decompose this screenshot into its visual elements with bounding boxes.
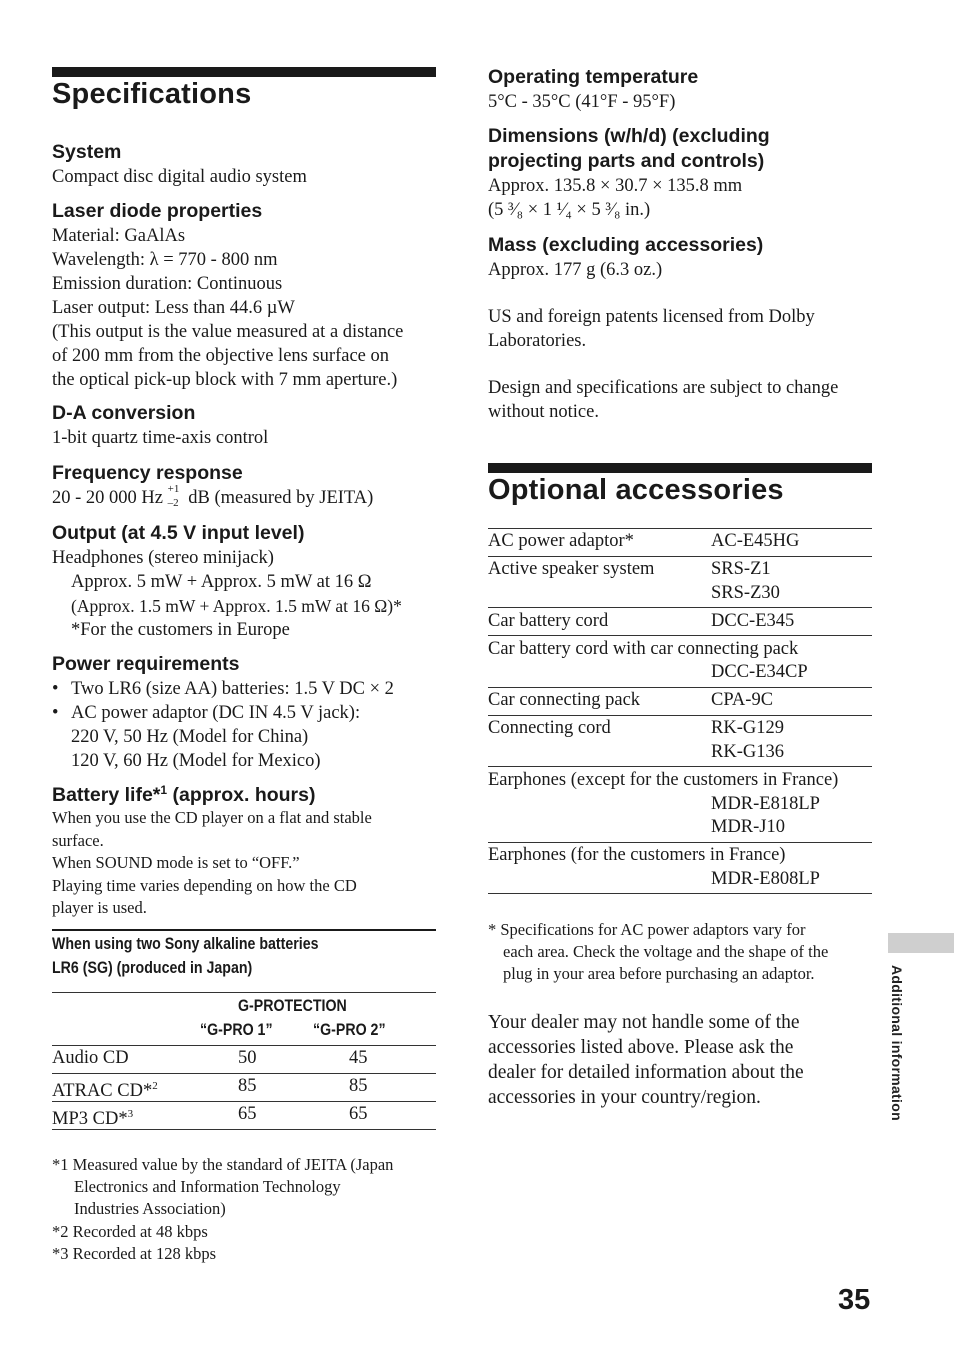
table-cell: 65 — [238, 1104, 257, 1124]
laser-line: Wavelength: λ = 770 - 800 nm — [52, 250, 278, 270]
page-number: 35 — [838, 1284, 871, 1316]
footnote: Industries Association) — [74, 1199, 226, 1218]
dealer-note: accessories listed above. Please ask the — [488, 1037, 794, 1058]
laser-line: of 200 mm from the objective lens surface on — [52, 346, 390, 366]
output-line: Headphones (stereo minijack) — [52, 548, 274, 568]
title-rule — [52, 67, 436, 77]
battery-heading-text: Battery life* — [52, 784, 161, 806]
battery-subhead: When using two Sony alkaline batteries — [52, 935, 319, 953]
acc-model: DCC-E34CP — [711, 662, 808, 682]
mass-heading: Mass (excluding accessories) — [488, 234, 764, 256]
power-item: Two LR6 (size AA) batteries: 1.5 V DC × 2 — [71, 679, 394, 699]
table-row-label — [52, 1074, 158, 1103]
table-bottom-rule — [52, 1129, 436, 1130]
acc-label: Earphones (for the customers in France) — [488, 845, 786, 865]
change-notice: Design and specifications are subject to change — [488, 378, 839, 398]
acc-rule — [488, 893, 872, 894]
laser-line: (This output is the value measured at a distance — [52, 322, 404, 342]
power-heading: Power requirements — [52, 653, 240, 675]
da-text: 1-bit quartz time-axis control — [52, 428, 269, 448]
acc-model: SRS-Z30 — [711, 583, 780, 603]
footnote: *2 Recorded at 48 kbps — [52, 1222, 208, 1241]
acc-model: MDR-E818LP — [711, 794, 820, 814]
table-top-rule — [52, 992, 436, 993]
tolerance-plus: +1 — [167, 482, 180, 495]
freq-tolerance — [167, 482, 184, 509]
power-item: AC power adaptor (DC IN 4.5 V jack): — [71, 703, 361, 723]
acc-model: RK-G129 — [711, 718, 784, 738]
acc-label: Active speaker system — [488, 559, 655, 579]
title-rule — [488, 463, 872, 473]
acc-model: DCC-E345 — [711, 611, 795, 631]
laser-heading: Laser diode properties — [52, 200, 263, 222]
acc-rule — [488, 766, 872, 767]
battery-line: player is used. — [52, 898, 147, 917]
acc-label: Car battery cord — [488, 611, 609, 631]
battery-line: Playing time varies depending on how the CD — [52, 876, 357, 895]
row-label-sup: 3 — [127, 1108, 134, 1120]
dealer-note: dealer for detailed information about the — [488, 1062, 804, 1083]
table-cell: 45 — [349, 1048, 368, 1068]
patent-text: Laboratories. — [488, 331, 587, 351]
battery-heading-sup: 1 — [160, 783, 168, 797]
freq-range: 20 - 20 000 Hz — [52, 488, 163, 508]
mass-text: Approx. 177 g (6.3 oz.) — [488, 260, 663, 280]
battery-subhead: LR6 (SG) (produced in Japan) — [52, 959, 253, 977]
table-group-header: G-PROTECTION — [238, 997, 347, 1015]
acc-footnote: each area. Check the voltage and the shape of the — [503, 942, 829, 961]
laser-line: Material: GaAlAs — [52, 226, 186, 246]
output-line: *For the customers in Europe — [71, 620, 290, 640]
accessories-title: Optional accessories — [488, 474, 784, 506]
temp-text: 5°C - 35°C (41°F - 95°F) — [488, 92, 676, 112]
acc-model: SRS-Z1 — [711, 559, 771, 579]
change-notice: without notice. — [488, 402, 599, 422]
table-cell: 65 — [349, 1104, 368, 1124]
acc-label: Connecting cord — [488, 718, 611, 738]
tolerance-minus: –2 — [167, 496, 179, 509]
system-heading: System — [52, 141, 122, 163]
acc-label: Earphones (except for the customers in France) — [488, 770, 839, 790]
freq-text — [52, 482, 374, 510]
acc-model: MDR-J10 — [711, 817, 786, 837]
acc-footnote: * Specifications for AC power adaptors vary for — [488, 920, 806, 939]
bullet: • — [52, 703, 59, 723]
acc-model: CPA-9C — [711, 690, 774, 710]
bullet: • — [52, 679, 59, 699]
patent-text: US and foreign patents licensed from Dolby — [488, 307, 815, 327]
section-label: Additional information — [889, 965, 905, 1121]
battery-heading — [52, 783, 315, 807]
system-text: Compact disc digital audio system — [52, 167, 307, 187]
dims-heading: Dimensions (w/h/d) (excluding — [488, 125, 770, 147]
footnote: *1 Measured value by the standard of JEITA (Japan — [52, 1155, 394, 1174]
specifications-title: Specifications — [52, 78, 252, 110]
table-cell: 85 — [349, 1076, 368, 1096]
row-label-text: ATRAC CD* — [52, 1081, 153, 1101]
battery-line: When you use the CD player on a flat and stable — [52, 808, 372, 827]
footnote: Electronics and Information Technology — [74, 1177, 341, 1196]
section-tab — [888, 933, 954, 953]
dealer-note: accessories in your country/region. — [488, 1087, 761, 1108]
laser-line: the optical pick-up block with 7 mm aperture.) — [52, 370, 398, 390]
freq-heading: Frequency response — [52, 462, 243, 484]
table-col-header: “G-PRO 2” — [313, 1021, 386, 1039]
power-sub: 120 V, 60 Hz (Model for Mexico) — [71, 751, 321, 771]
acc-model: AC-E45HG — [711, 531, 800, 551]
laser-line: Laser output: Less than 44.6 µW — [52, 298, 295, 318]
battery-line: When SOUND mode is set to “OFF.” — [52, 853, 300, 872]
laser-line: Emission duration: Continuous — [52, 274, 283, 294]
dims-line: (5 ³⁄₈ × 1 ¹⁄₄ × 5 ³⁄₈ in.) — [488, 200, 651, 220]
footnote: *3 Recorded at 128 kbps — [52, 1244, 217, 1263]
acc-label: Car battery cord with car connecting pack — [488, 639, 799, 659]
acc-model: RK-G136 — [711, 742, 784, 762]
row-label-text: MP3 CD* — [52, 1109, 128, 1129]
acc-footnote: plug in your area before purchasing an adaptor. — [503, 964, 815, 983]
table-cell: 85 — [238, 1076, 257, 1096]
acc-rule — [488, 607, 872, 608]
output-line: Approx. 5 mW + Approx. 5 mW at 16 Ω — [71, 572, 372, 592]
table-row-label: Audio CD — [52, 1048, 129, 1068]
battery-line: surface. — [52, 831, 104, 850]
row-label-sup: 2 — [152, 1080, 158, 1092]
dims-heading: projecting parts and controls) — [488, 150, 765, 172]
output-heading: Output (at 4.5 V input level) — [52, 522, 305, 544]
dealer-note: Your dealer may not handle some of the — [488, 1012, 800, 1033]
output-line: (Approx. 1.5 mW + Approx. 1.5 mW at 16 Ω)* — [71, 596, 402, 616]
acc-label: AC power adaptor* — [488, 531, 634, 551]
temp-heading: Operating temperature — [488, 66, 699, 88]
acc-rule — [488, 635, 872, 636]
freq-unit: dB (measured by JEITA) — [188, 488, 374, 508]
battery-heading-suffix: (approx. hours) — [167, 784, 316, 806]
power-sub: 220 V, 50 Hz (Model for China) — [71, 727, 309, 747]
table-col-header: “G-PRO 1” — [200, 1021, 273, 1039]
da-heading: D-A conversion — [52, 402, 196, 424]
acc-label: Car connecting pack — [488, 690, 641, 710]
acc-model: MDR-E808LP — [711, 869, 820, 889]
table-cell: 50 — [238, 1048, 257, 1068]
table-row-label — [52, 1102, 133, 1131]
dims-line: Approx. 135.8 × 30.7 × 135.8 mm — [488, 176, 743, 196]
battery-subhead-rule — [52, 929, 436, 931]
